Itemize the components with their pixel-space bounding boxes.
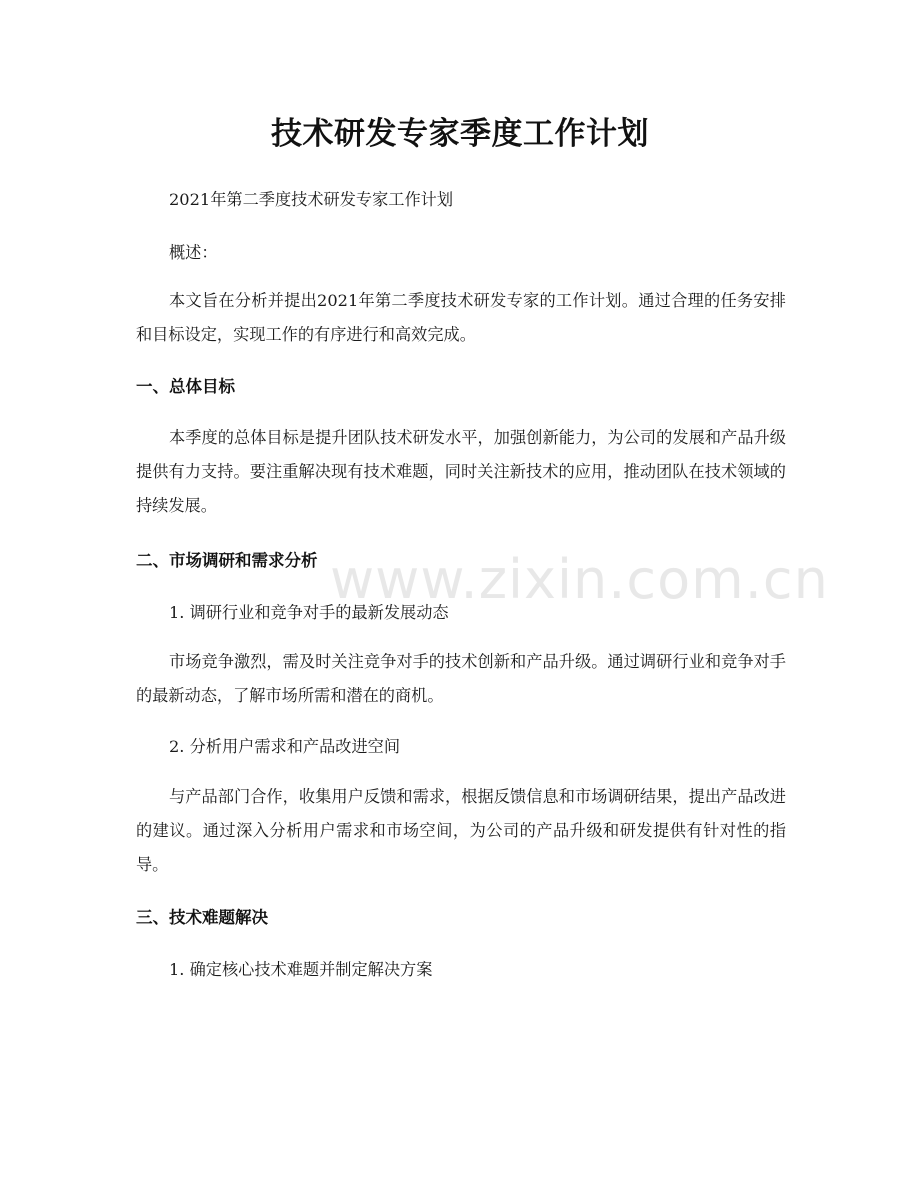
market-research-item-2-paragraph: 与产品部门合作，收集用户反馈和需求，根据反馈信息和市场调研结果，提出产品改进的建议。通过深入分析用户需求和市场空间，为公司的产品升级和研发提供有针对性的指导。 (136, 787, 786, 874)
overview-paragraph: 本文旨在分析并提出2021年第二季度技术研发专家的工作计划。通过合理的任务安排和目标设定，实现工作的有序进行和高效完成。 (136, 291, 786, 344)
overview-label: 概述： (169, 243, 218, 262)
watermark: www.zixin.com.cn (330, 548, 829, 611)
tech-problems-item-1-title: 1. 确定核心技术难题并制定解决方案 (169, 960, 433, 979)
overall-goal-paragraph: 本季度的总体目标是提升团队技术研发水平，加强创新能力，为公司的发展和产品升级提供有力支持。要注重解决现有技术难题，同时关注新技术的应用，推动团队在技术领域的持续发展。 (136, 428, 786, 515)
document-subtitle: 2021年第二季度技术研发专家工作计划 (169, 190, 454, 209)
market-research-item-2-title: 2. 分析用户需求和产品改进空间 (169, 737, 401, 756)
market-research-item-1-paragraph: 市场竞争激烈，需及时关注竞争对手的技术创新和产品升级。通过调研行业和竞争对手的最新动态，了解市场所需和潜在的商机。 (136, 652, 786, 705)
document-title: 技术研发专家季度工作计划 (271, 116, 649, 152)
section-heading-tech-problems: 三、技术难题解决 (136, 908, 268, 927)
market-research-item-1-title: 1. 调研行业和竞争对手的最新发展动态 (169, 603, 449, 622)
section-heading-market-research: 二、市场调研和需求分析 (136, 551, 318, 570)
section-heading-overall-goal: 一、总体目标 (136, 377, 235, 396)
